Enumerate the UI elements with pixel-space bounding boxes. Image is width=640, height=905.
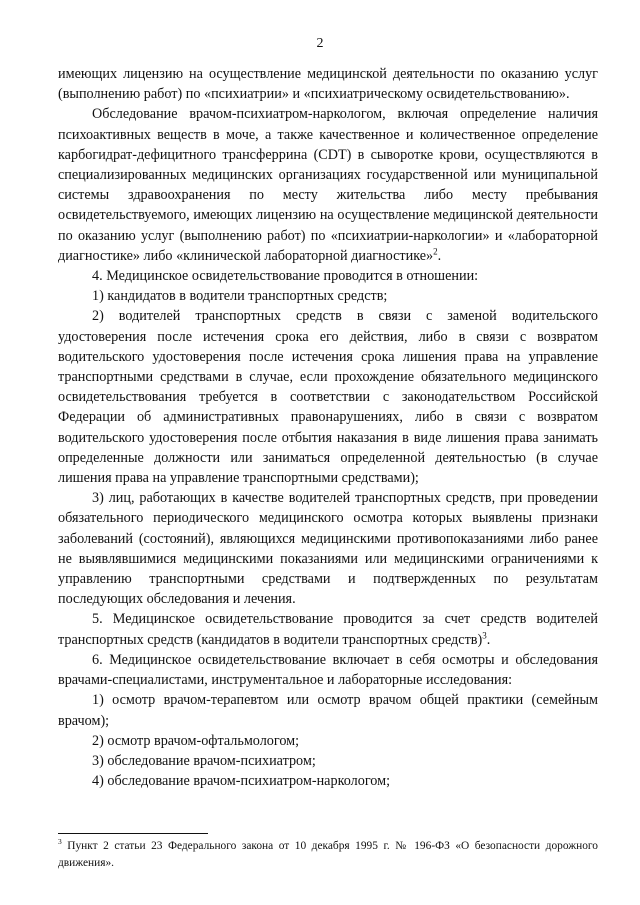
footnote-text: Пункт 2 статьи 23 Федерального закона от 10 декабря 1995 г. № 196-ФЗ «О безопасности дорожного движения». [58, 840, 598, 869]
list-item-6-4: 4) обследование врачом-психиатром-наркологом; [92, 773, 391, 790]
list-item-6-2: 2) осмотр врачом-офтальмологом; [92, 732, 300, 749]
list-item-6-1: 1) осмотр врачом-терапевтом или осмотр врачом общей практики (семейным врачом); [58, 692, 598, 729]
list-item-4-1: 1) кандидатов в водители транспортных средств; [92, 288, 388, 305]
paragraph-narcologist-examination: Обследование врачом-психиатром-наркологом, включая определение наличия психоактивных веществ в моче, а также качественное и количественное определение карбогидрат-дефицитного трансферрина (CDT) в сыворотке крови, осуществляются в специализированных медицинских организациях государственной или муниципальной системы здравоохранения по месту жительства либо месту пребывания освидетельствуемого, имеющих лицензию на осуществление медицинской деятельности по оказанию услуг (выполнению работ) по «психиатрии-наркологии» и «лабораторной диагностике» либо «клинической лабораторной диагностике»$^2$. [58, 106, 598, 264]
footnote-marker: 3 [58, 837, 62, 847]
footnote-3 [58, 838, 598, 872]
list-item-4-2: 2) водителей транспортных средств в связи с заменой водительского удостоверения после истечения срока его действия, либо в связи с возвратом водительского удостоверения после истечения срока лишения права на управление транспортными средствами в случае, если прохождение обязательного медицинского освидетельствования требуется в соответствии с законодательством Российской Федерации об административных правонарушениях, либо в связи с возвратом водительского удостоверения после отбытия наказания в виде лишения права занимать определенные должности или заниматься определенной деятельностью (в случае лишения права на управление транспортными средствами); [58, 308, 598, 487]
paragraph-item-5: 5. Медицинское освидетельствование проводится за счет средств водителей транспортных средств (кандидатов в водители транспортных средств)$^3$. [58, 611, 598, 648]
footnote-ref-3: 3 [482, 629, 487, 640]
list-item-6-3: 3) обследование врачом-психиатром; [92, 752, 316, 769]
paragraph-license-continuation: имеющих лицензию на осуществление медицинской деятельности по оказанию услуг (выполнению работ) по «психиатрии» и «психиатрическому освидетельствованию». [58, 66, 598, 103]
paragraph-item-4: 4. Медицинское освидетельствование проводится в отношении: [92, 268, 479, 285]
body-text [58, 64, 598, 791]
page-number: 2 [316, 36, 324, 51]
paragraph-item-6: 6. Медицинское освидетельствование включает в себя осмотры и обследования врачами-специалистами, инструментальное и лабораторные исследования: [58, 651, 598, 689]
footnote-divider [58, 833, 208, 834]
list-item-4-3: 3) лиц, работающих в качестве водителей транспортных средств, при проведении обязательного периодического медицинского осмотра которых выявлены признаки заболеваний (состояний), являющихся медицинскими противопоказаниями либо ранее не выявлявшимися медицинскими показаниями или медицинскими ограничениями к управлению транспортными средствами и подтвержденных по результатам последующих обследования и лечения. [58, 490, 598, 608]
footnote-ref-2: 2 [433, 246, 438, 257]
